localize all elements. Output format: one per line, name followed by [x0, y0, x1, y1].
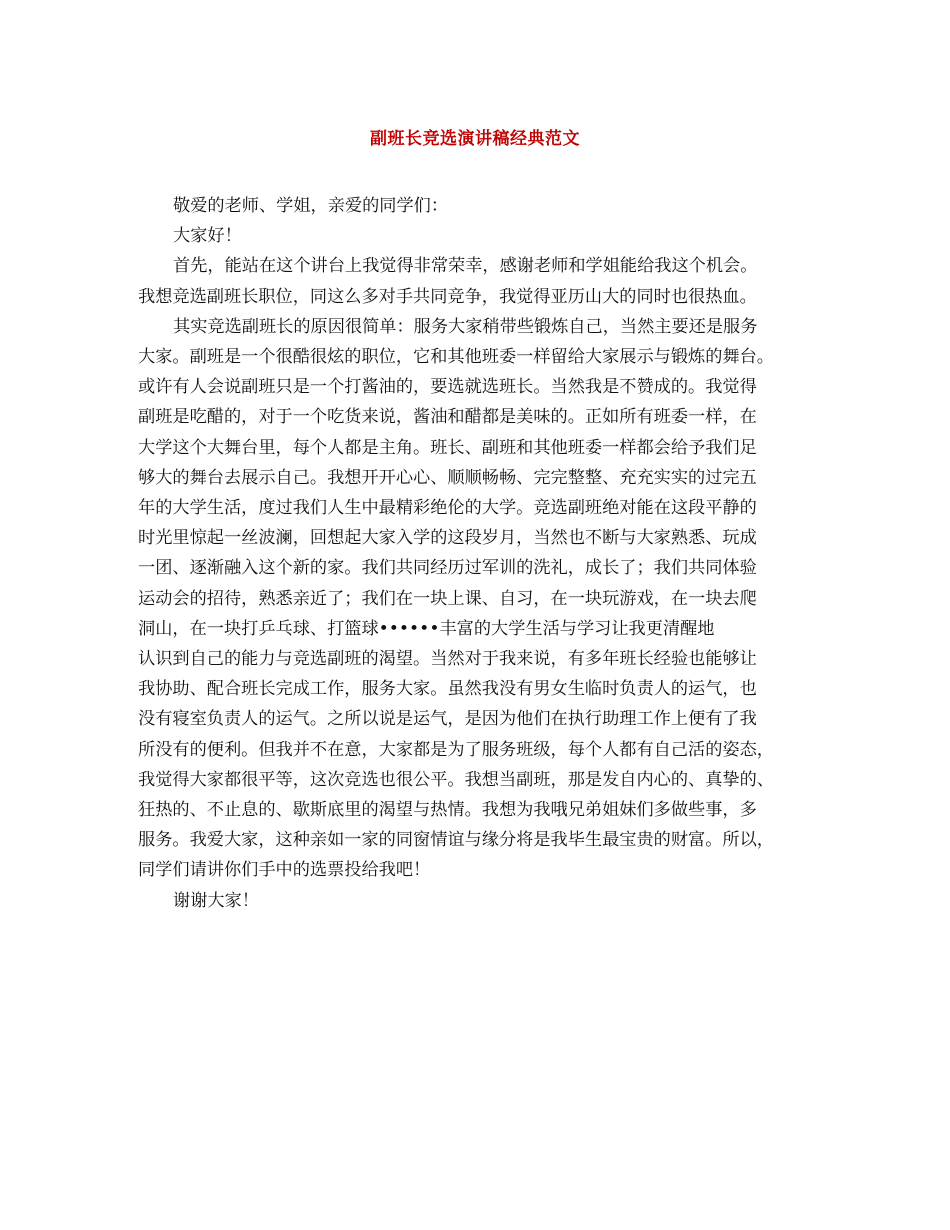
paragraph-1: [138, 251, 824, 311]
text-line: 认识到自己的能力与竞选副班的渴望。当然对于我来说，有多年班长经验也能够让: [138, 649, 757, 670]
text-line: 狂热的、不止息的、歇斯底里的渴望与热情。我想为我哦兄弟姐妹们多做些事，多: [138, 800, 757, 821]
text-line: 一团、逐渐融入这个新的家。我们共同经历过军训的洗礼，成长了；我们共同体验: [138, 558, 757, 579]
hello-line: 大家好！: [173, 226, 242, 247]
text-line: 大学这个大舞台里，每个人都是主角。班长、副班和其他班委一样都会给予我们足: [138, 437, 757, 458]
text-line: 其实竞选副班长的原因很简单：服务大家稍带些锻炼自己，当然主要还是服务: [173, 316, 758, 337]
closing-paragraph: [138, 886, 824, 916]
text-line: 所没有的便利。但我并不在意，大家都是为了服务班级，每个人都有自己活的姿态，: [138, 739, 774, 760]
hello-paragraph: [138, 221, 824, 251]
text-line: 洞山，在一块打乒乓球、打篮球••••••丰富的大学生活与学习让我更清醒地: [138, 618, 715, 639]
text-line: 我想竞选副班长职位，同这么多对手共同竞争，我觉得亚历山大的同时也很热血。: [138, 286, 757, 307]
text-line: 大家。副班是一个很酷很炫的职位，它和其他班委一样留给大家展示与锻炼的舞台。: [138, 347, 774, 368]
text-line: 服务。我爱大家，这种亲如一家的同窗情谊与缘分将是我毕生最宝贵的财富。所以，: [138, 830, 774, 851]
text-line: 没有寝室负责人的运气。之所以说是运气，是因为他们在执行助理工作上便有了我: [138, 709, 757, 730]
document-body: [138, 191, 824, 916]
text-line: 副班是吃醋的，对于一个吃货来说，酱油和醋都是美味的。正如所有班委一样，在: [138, 407, 757, 428]
text-line: 运动会的招待，熟悉亲近了；我们在一块上课、自习，在一块玩游戏，在一块去爬: [138, 588, 757, 609]
text-line: 同学们请讲你们手中的选票投给我吧！: [138, 860, 431, 881]
text-line: 或许有人会说副班只是一个打酱油的，要选就选班长。当然我是不赞成的。我觉得: [138, 377, 757, 398]
text-line: 我觉得大家都很平等，这次竞选也很公平。我想当副班，那是发自内心的、真挚的、: [138, 769, 774, 790]
greeting-line: 敬爱的老师、学姐，亲爱的同学们：: [173, 196, 449, 216]
paragraph-2: [138, 312, 824, 886]
closing-line: 谢谢大家！: [173, 890, 259, 911]
document-title: 副班长竞选演讲稿经典范文: [370, 129, 580, 149]
text-line: 够大的舞台去展示自己。我想开开心心、顺顺畅畅、完完整整、充充实实的过完五: [138, 467, 757, 488]
text-line: 时光里惊起一丝波澜，回想起大家入学的这段岁月，当然也不断与大家熟悉、玩成: [138, 528, 757, 549]
text-line: 首先，能站在这个讲台上我觉得非常荣幸，感谢老师和学姐能给我这个机会。: [173, 256, 758, 277]
text-line: 我协助、配合班长完成工作，服务大家。虽然我没有男女生临时负责人的运气，也: [138, 679, 757, 700]
greeting-paragraph: [138, 191, 824, 221]
text-line: 年的大学生活，度过我们人生中最精彩绝伦的大学。竞选副班绝对能在这段平静的: [138, 498, 757, 519]
